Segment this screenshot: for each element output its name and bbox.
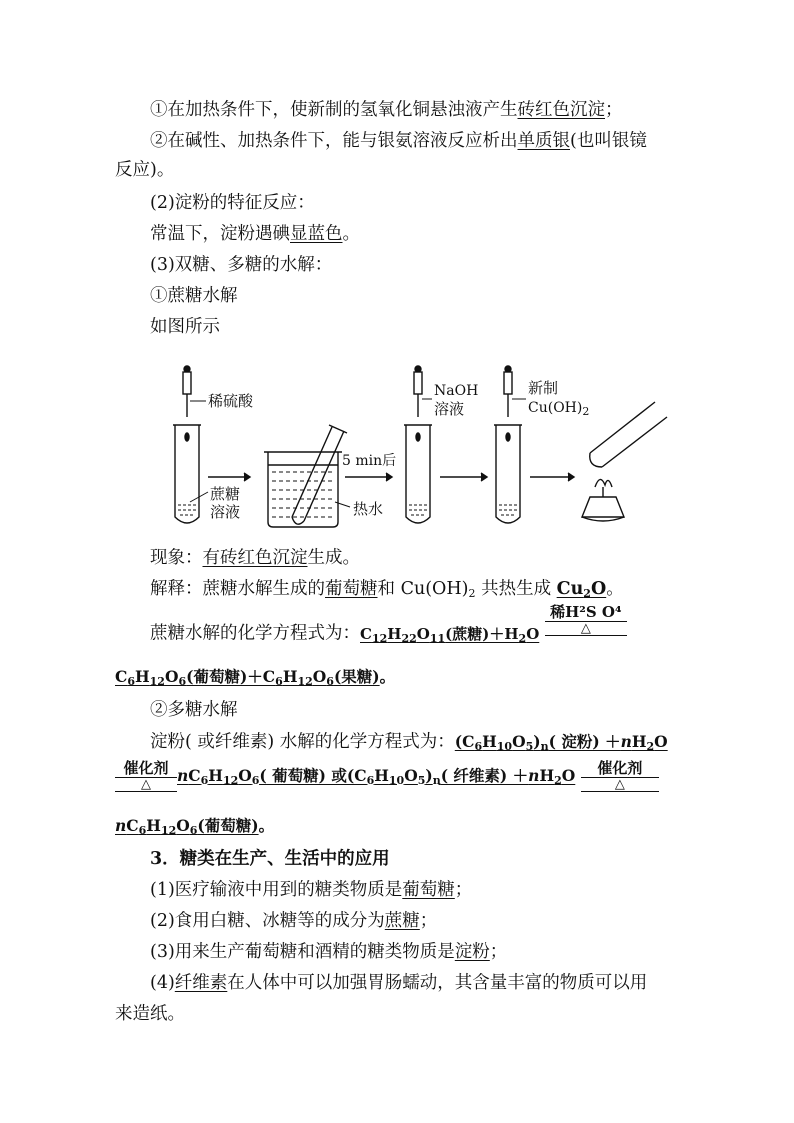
equation-products: $C_6H_{12}O_6$(葡萄糖)$+C_6H_{12}O_6$(果糖)。 [115, 667, 396, 688]
subscript: 2 [468, 587, 476, 600]
answer-underline: 有砖红色沉淀 [202, 548, 308, 568]
reaction-arrow [545, 604, 627, 636]
text: (也叫银镜 [570, 131, 647, 151]
section-heading-applications: 3．糖类在生产、生活中的应用 [150, 849, 390, 869]
heading-sucrose-hydrolysis: ①蔗糖水解 [150, 286, 238, 306]
answer-underline: 葡萄糖 [325, 579, 378, 599]
reaction-arrow [581, 760, 659, 792]
paragraph-starch-iodine [150, 221, 360, 247]
heading-starch-reaction: (2)淀粉的特征反应： [150, 193, 315, 213]
paragraph-white-sugar [150, 908, 437, 934]
answer-underline: 纤维素 [174, 973, 228, 993]
label-naoh-solution: 溶液 [434, 400, 465, 418]
answer-underline: Cu [556, 579, 584, 599]
text: (3)用来生产葡萄糖和酒精的糖类物质是 [150, 942, 455, 962]
paragraph-silver-mirror [150, 128, 647, 154]
text: 现象： [150, 548, 203, 568]
text: (2)食用白糖、冰糖等的成分为 [150, 911, 385, 931]
reaction-arrow [115, 760, 177, 792]
answer-underline: 葡萄糖 [402, 880, 455, 900]
paragraph-medical-infusion [150, 877, 472, 903]
paragraph-explanation [150, 576, 624, 602]
text: (1)医疗输液中用到的糖类物质是 [150, 880, 403, 900]
text: ①在加热条件下，使新制的氢氧化铜悬浊液产生 [150, 100, 518, 120]
text: Cu(OH) [528, 400, 583, 416]
equation-glucose-product: $nC_6H_{12}O_6$(葡萄糖)。 [115, 816, 275, 837]
subscript: 2 [582, 405, 590, 418]
answer-underline: 砖红色沉淀 [517, 100, 605, 120]
label-hot-water: 热水 [353, 500, 384, 518]
label-naoh: NaOH [434, 383, 479, 399]
paragraph-copper-hydroxide [150, 97, 623, 123]
text: 解释：蔗糖水解生成的 [150, 579, 325, 599]
text: (4) [150, 973, 175, 993]
text: 。 [606, 579, 624, 599]
heading-polysaccharide: ②多糖水解 [150, 700, 238, 720]
paragraph-continuation: 反应)。 [115, 160, 175, 180]
paragraph-as-shown: 如图所示 [150, 317, 220, 337]
label-time: 5 min后 [342, 453, 397, 469]
text: ； [454, 880, 473, 900]
text: 常温下，淀粉遇碘 [150, 224, 290, 244]
paragraph-continuation: 来造纸。 [115, 1004, 185, 1024]
text: ②在碱性、加热条件下，能与银氨溶液反应析出 [150, 131, 518, 151]
equation-starch: $(C_6H_{10}O_5)_n$( 淀粉) $+nH_2O$ [454, 732, 668, 753]
heading-hydrolysis: (3)双糖、多糖的水解： [150, 255, 333, 275]
heat-icon: △ [141, 777, 151, 792]
text: 。 [342, 224, 360, 244]
text: 生成。 [307, 548, 360, 568]
arrow-condition: 催化剂 [597, 759, 643, 777]
experiment-diagram [150, 357, 670, 537]
label-dilute-sulfuric-acid: 稀硫酸 [208, 392, 254, 410]
paragraph-polysaccharide-equation [115, 760, 659, 792]
text: O [590, 579, 607, 599]
heat-icon: △ [614, 777, 625, 792]
answer-underline: 显蓝色 [290, 224, 343, 244]
equation-cellulose: $nC_6H_{12}O_6$( 葡萄糖) 或$(C_6H_{10}O_5)_n$( 纤维素) $+nH_2O$ [177, 765, 576, 787]
label-sucrose: 蔗糖 [210, 485, 241, 503]
label-cuoh2 [528, 399, 589, 417]
subscript: 2 [583, 587, 591, 600]
paragraph-sucrose-equation [150, 603, 627, 650]
paragraph-cellulose [150, 970, 647, 996]
text: 和 Cu(OH) [377, 579, 469, 599]
text: ； [419, 911, 438, 931]
text: ； [489, 942, 508, 962]
text: 共热生成 [475, 579, 557, 599]
arrow-condition: 稀H²S O⁴ [550, 603, 622, 621]
answer-underline: 单质银 [517, 131, 570, 151]
paragraph-phenomenon [150, 545, 360, 571]
answer-underline: 淀粉 [454, 942, 490, 962]
text: 蔗糖水解的化学方程式为： [150, 623, 360, 644]
paragraph-starch-equation [150, 729, 668, 755]
text: ； [605, 100, 623, 120]
text: 在人体中可以加强胃肠蠕动，其含量丰富的物质可以用 [227, 973, 648, 993]
label-solution: 溶液 [210, 503, 241, 521]
arrow-condition: 催化剂 [123, 759, 169, 777]
text: 淀粉( 或纤维素) 水解的化学方程式为： [150, 732, 455, 752]
label-fresh: 新制 [528, 379, 559, 397]
paragraph-starch-production [150, 939, 507, 965]
heat-icon: △ [580, 621, 591, 636]
answer-underline: 蔗糖 [384, 911, 420, 931]
equation-sucrose: $C_{12}H_{22}O_{11}$(蔗糖)$+H_2O$ [360, 624, 540, 645]
